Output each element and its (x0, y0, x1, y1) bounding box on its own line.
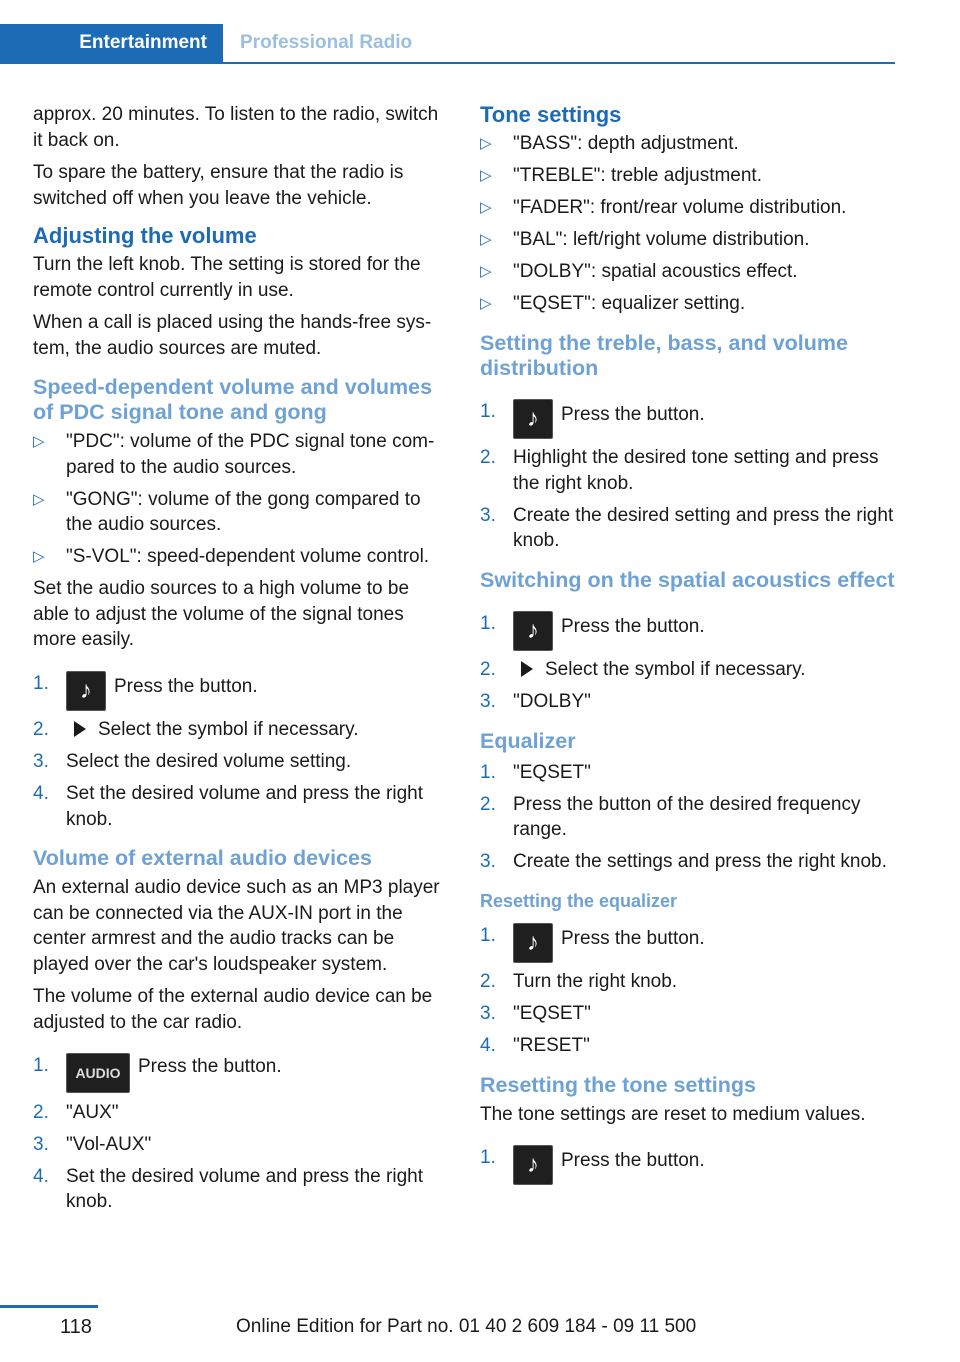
music-note-icon: ♪ (513, 399, 553, 439)
triangle-bullet-icon: ▷ (480, 295, 492, 312)
triangle-bullet-icon: ▷ (480, 231, 492, 248)
list-item: 2. Select the symbol if necessary. (480, 659, 806, 680)
heading-adjusting-volume: Adjusting the volume (33, 223, 257, 248)
reset-tone-paragraph: The tone settings are reset to medium values. (480, 1103, 866, 1125)
equalizer-steps (480, 760, 898, 875)
tab-entertainment: Entertainment (0, 24, 223, 62)
list-item: 2. Press the button of the desired frequency range. (480, 793, 861, 840)
heading-treble-bass: Setting the treble, bass, and volume distribution (480, 330, 848, 380)
list-item: 1. ♪ Press the button. (480, 611, 898, 651)
list-item: 1. ♪ Press the button. (480, 923, 898, 963)
list-item: 1. ♪ Press the button. (480, 399, 898, 439)
list-item: 1. AUDIO Press the button. (33, 1053, 449, 1093)
music-note-icon: ♪ (513, 611, 553, 651)
music-note-icon: ♪ (513, 923, 553, 963)
list-item: 2. "AUX" (33, 1101, 119, 1123)
reset-eq-steps (480, 923, 898, 1059)
left-column (33, 102, 449, 1221)
tone-bullet-list (480, 131, 898, 317)
heading-external-audio: Volume of external audio devices (33, 846, 372, 870)
triangle-bullet-icon: ▷ (480, 135, 492, 152)
list-item: 1. ♪ Press the button. (33, 671, 449, 711)
list-item: ▷ "TREBLE": treble adjustment. (480, 163, 898, 189)
list-item: 3. "EQSET" (480, 1003, 591, 1024)
list-item: ▷ "BASS": depth adjustment. (480, 131, 898, 157)
page-number: 118 (60, 1316, 92, 1338)
list-item: 2. Select the symbol if necessary. (33, 719, 359, 740)
list-item: 3. Select the desired volume setting. (33, 751, 352, 772)
music-note-icon: ♪ (66, 671, 106, 711)
list-item: 1. ♪ Press the button. (480, 1145, 898, 1185)
list-item: 2. Highlight the desired tone setting and press the right knob. (480, 447, 879, 494)
triangle-bullet-icon: ▷ (33, 548, 45, 565)
external-paragraph: An external audio device such as an MP3 player can be connected via the AUX-IN port in the center armrest and the audio tracks can be played over the car's loudspeaker system. (33, 877, 440, 975)
heading-resetting-tone: Resetting the tone settings (480, 1072, 756, 1097)
hands-free-paragraph: When a call is placed using the hands-free system, the audio sources are muted. (33, 312, 432, 359)
triangle-bullet-icon: ▷ (480, 167, 492, 184)
list-item: ▷ "S-VOL": speed-dependent volume control. (33, 544, 449, 570)
triangle-bullet-icon: ▷ (33, 490, 45, 508)
list-item: 4. Set the desired volume and press the right knob. (33, 783, 423, 830)
list-item: ▷ "EQSET": equalizer setting. (480, 291, 898, 317)
external-steps (33, 1053, 449, 1215)
list-item: 3. "Vol-AUX" (33, 1133, 152, 1155)
list-item: ▷ "BAL": left/right volume distribution. (480, 227, 898, 253)
edition-footer: Online Edition for Part no. 01 40 2 609 184 - 09 11 500 (236, 1316, 697, 1337)
music-note-icon: ♪ (513, 1145, 553, 1185)
heading-spatial-acoustics: Switching on the spatial acoustics effect (480, 567, 895, 592)
treble-steps (480, 399, 898, 554)
adjusting-paragraph: Turn the left knob. The setting is stored for the remote control currently in use. (33, 254, 421, 301)
section-tabbar (0, 24, 895, 64)
list-item: 4. Set the desired volume and press the right knob. (33, 1165, 423, 1212)
right-column (480, 102, 898, 1192)
heading-speed-dependent: Speed-dependent volume and volumes of PDC signal tone and gong (33, 375, 433, 424)
audio-button-icon: AUDIO (66, 1053, 130, 1093)
heading-tone-settings: Tone settings (480, 102, 622, 127)
triangle-bullet-icon: ▷ (480, 199, 492, 216)
list-item: ▷ "GONG": volume of the gong compared to the audio sources. (33, 488, 421, 535)
list-item: ▷ "DOLBY": spatial acoustics effect. (480, 259, 898, 285)
intro-paragraph: approx. 20 minutes. To listen to the radio, switch it back on. (33, 104, 439, 151)
play-arrow-icon (74, 721, 86, 737)
tab-professional-radio: Professional Radio (240, 32, 413, 53)
triangle-bullet-icon: ▷ (33, 433, 45, 450)
signal-tone-paragraph: Set the audio sources to a high volume to be able to adjust the volume of the signal tones more easily. (33, 578, 410, 650)
list-item: 3. Create the settings and press the right knob. (480, 851, 887, 872)
list-item: 3. "DOLBY" (480, 691, 591, 712)
list-item: 4. "RESET" (480, 1035, 590, 1056)
triangle-bullet-icon: ▷ (480, 263, 492, 280)
list-item: 1. "EQSET" (480, 761, 591, 783)
list-item: ▷ "FADER": front/rear volume distribution. (480, 195, 898, 221)
speed-bullet-list (33, 429, 449, 570)
reset-tone-steps (480, 1145, 898, 1185)
play-arrow-icon (521, 661, 533, 677)
list-item: 2. Turn the right knob. (480, 971, 678, 992)
spatial-steps (480, 611, 898, 715)
list-item: ▷ "PDC": volume of the PDC signal tone compared to the audio sources. (33, 431, 435, 478)
speed-steps (33, 671, 449, 833)
footer-rule (0, 1305, 98, 1308)
external-volume-paragraph: The volume of the external audio device can be adjusted to the car radio. (33, 986, 433, 1033)
heading-resetting-equalizer: Resetting the equalizer (480, 890, 678, 911)
battery-paragraph: To spare the battery, ensure that the radio is switched off when you leave the vehicle. (33, 162, 404, 209)
heading-equalizer: Equalizer (480, 728, 576, 753)
list-item: 3. Create the desired setting and press the right knob. (480, 504, 894, 551)
